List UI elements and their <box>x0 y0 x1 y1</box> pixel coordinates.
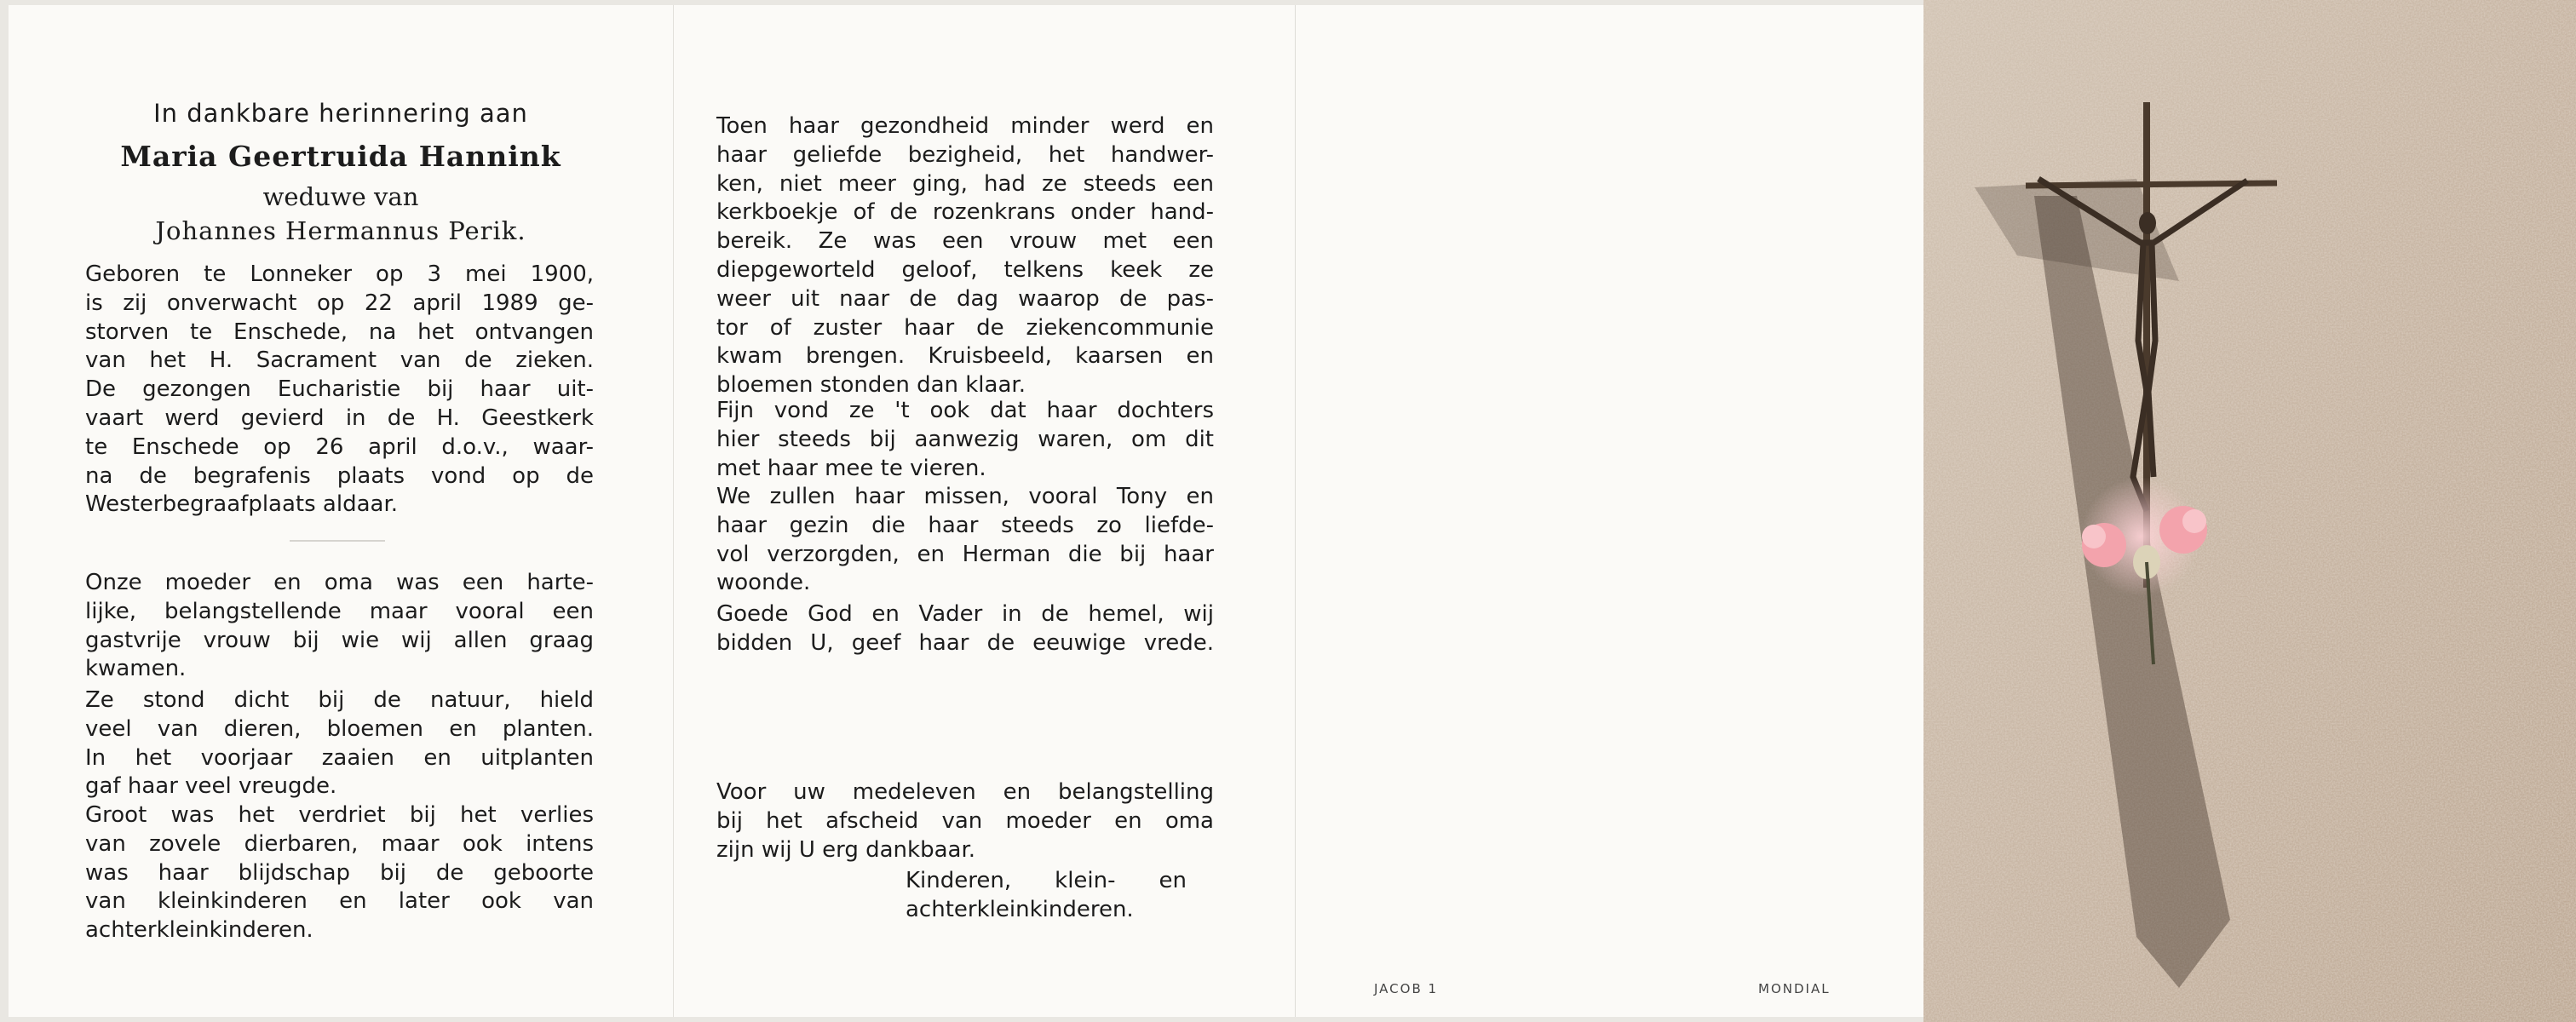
text-line: is zij onverwacht op 22 april 1989 ge- <box>85 290 594 316</box>
widow-of-text: weduwe van <box>262 182 419 211</box>
text-line: gastvrije vrouw bij wie wij allen graag <box>85 627 594 653</box>
text-line: Ze stond dicht bij de natuur, hield <box>85 687 594 713</box>
divider <box>290 540 385 542</box>
text-line: bereik. Ze was een vrouw met een <box>716 228 1214 255</box>
text-line: diepgeworteld geloof, telkens keek ze <box>716 256 1214 283</box>
text-line: Onze moeder en oma was een harte- <box>85 570 594 595</box>
text-line: We zullen haar missen, vooral Tony en <box>716 484 1214 509</box>
deceased-name: Maria Geertruida Hannink <box>120 140 561 173</box>
text-line: Kinderen, klein- en <box>906 868 1187 893</box>
text-line: Groot was het verdriet bij het verlies <box>85 802 594 828</box>
text-line: van het H. Sacrament van de zieken. <box>85 347 594 374</box>
text-line: na de begrafenis plaats vond op de <box>85 462 594 489</box>
text-line: Fijn vond ze 't ook dat haar dochters <box>716 398 1214 423</box>
text-line: hier steeds bij aanwezig waren, om dit <box>716 426 1214 452</box>
text-line: vol verzorgden, en Herman die bij haar <box>716 541 1214 567</box>
imprint-publisher: MONDIAL <box>1758 981 1831 996</box>
spouse-name: Johannes Hermannus Perik. <box>155 216 526 245</box>
text-line: woonde. <box>716 570 811 596</box>
text-line: veel van dieren, bloemen en planten. <box>85 715 594 742</box>
card-back-panel <box>1295 5 1924 1017</box>
memory-paragraph <box>716 483 1214 598</box>
text-line: vaart werd gevierd in de H. Geestkerk <box>85 405 594 431</box>
text-line: weer uit naar de dag waarop de pas- <box>716 285 1214 312</box>
text-line: bloemen stonden dan klaar. <box>716 372 1026 399</box>
tribute-paragraph <box>85 801 594 945</box>
text-line: zijn wij U erg dankbaar. <box>716 836 976 863</box>
thanks-paragraph <box>716 778 1214 864</box>
text-line: achterkleinkinderen. <box>85 917 313 944</box>
text-line: gaf haar veel vreugde. <box>85 773 337 800</box>
memory-paragraph <box>716 397 1214 483</box>
text-line: ken, niet meer ging, had ze steeds een <box>716 170 1214 197</box>
text-line: kwamen. <box>85 656 187 682</box>
imprint-code: JACOB 1 <box>1374 981 1439 996</box>
text-line: tor of zuster haar de ziekencommunie <box>716 314 1214 341</box>
prayer-paragraph <box>716 600 1214 658</box>
intro-text: In dankbare herinnering aan <box>153 99 528 128</box>
signature <box>906 867 1187 925</box>
text-line: De gezongen Eucharistie bij haar uit- <box>85 376 594 403</box>
tribute-paragraph <box>85 686 594 801</box>
text-line: bidden U, geef haar de eeuwige vrede. <box>716 629 1214 656</box>
card-left-panel <box>9 5 673 1017</box>
text-line: haar geliefde bezigheid, het handwer- <box>716 141 1214 168</box>
text-line: met haar mee te vieren. <box>716 455 986 481</box>
text-line: storven te Enschede, na het ontvangen <box>85 319 594 345</box>
crucifix-photo-svg <box>1923 0 2576 1022</box>
text-line: Westerbegraafplaats aldaar. <box>85 491 399 518</box>
biography-paragraph <box>85 261 594 520</box>
memory-paragraph <box>716 112 1214 400</box>
text-line: Voor uw medeleven en belangstelling <box>716 779 1214 805</box>
text-line: In het voorjaar zaaien en uitplanten <box>85 744 594 771</box>
text-line: lijke, belangstellende maar vooral een <box>85 598 594 624</box>
text-line: Toen haar gezondheid minder werd en <box>716 113 1214 139</box>
text-line: te Enschede op 26 april d.o.v., waar- <box>85 433 594 460</box>
text-line: Goede God en Vader in de hemel, wij <box>716 601 1214 627</box>
tribute-paragraph <box>85 569 594 684</box>
text-line: kerkboekje of de rozenkrans onder hand- <box>716 199 1214 226</box>
text-line: kwam brengen. Kruisbeeld, kaarsen en <box>716 343 1214 370</box>
card-middle-panel <box>673 5 1296 1017</box>
text-line: was haar blijdschap bij de geboorte <box>85 859 594 886</box>
text-line: van zovele dierbaren, maar ook intens <box>85 830 594 857</box>
text-line: achterkleinkinderen. <box>906 896 1134 922</box>
text-line: haar gezin die haar steeds zo liefde- <box>716 512 1214 538</box>
crucifix-photo <box>1923 0 2576 1022</box>
text-line: Geboren te Lonneker op 3 mei 1900, <box>85 261 594 287</box>
text-line: van kleinkinderen en later ook van <box>85 888 594 915</box>
text-line: bij het afscheid van moeder en oma <box>716 807 1214 834</box>
